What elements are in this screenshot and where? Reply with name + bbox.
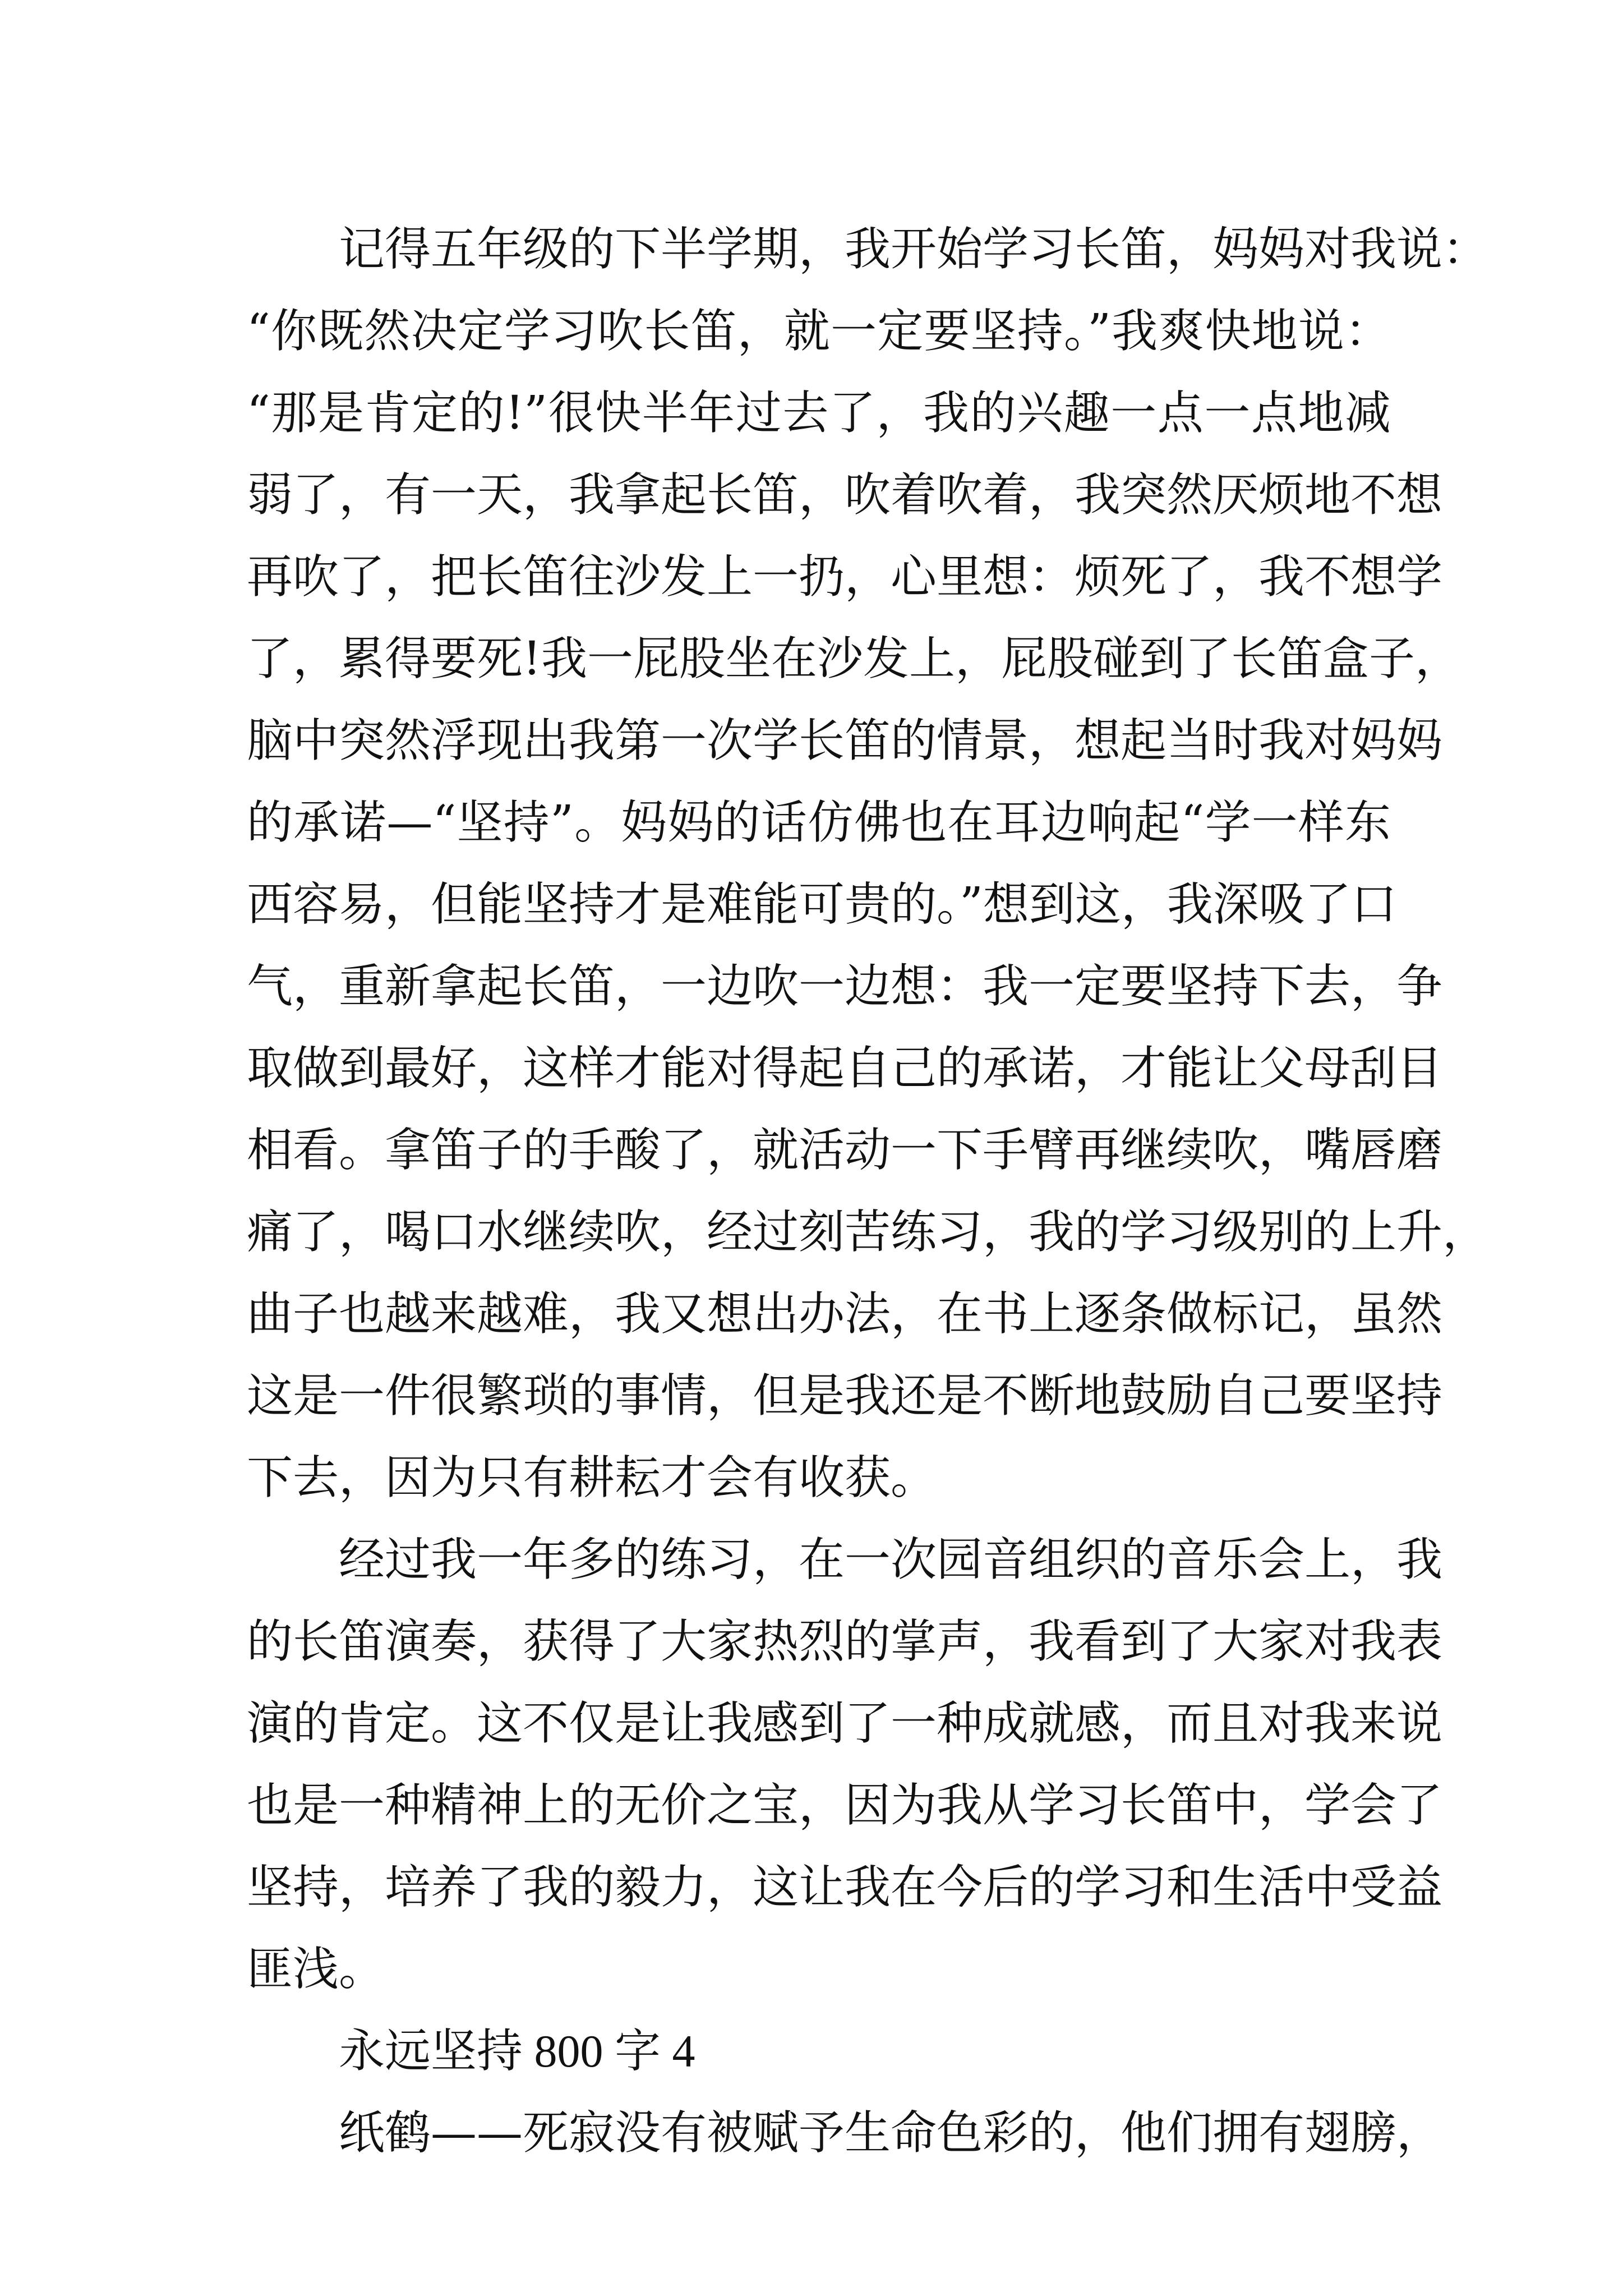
heading-line: 永远坚持 800 字 4 (339, 2026, 695, 2077)
text-line: 匪浅。 (247, 1943, 385, 1996)
text-line: 也是一种精神上的无价之宝，因为我从学习长笛中，学会了 (247, 1779, 1443, 1832)
paragraph (247, 2092, 1443, 2174)
text-line: 记得五年级的下半学期，我开始学习长笛，妈妈对我说： (339, 223, 1489, 276)
text-line: “你既然决定学习吹长笛，就一定要坚持。”我爽快地说： (247, 305, 1391, 358)
text-line: 西容易，但能坚持才是难能可贵的。”想到这，我深吸了口 (247, 878, 1397, 931)
paragraph (247, 1519, 1443, 2010)
text-line: 演的肯定。这不仅是让我感到了一种成就感，而且对我来说 (247, 1697, 1443, 1750)
text-line: “那是肯定的!”很快半年过去了，我的兴趣一点一点地减 (247, 386, 1391, 440)
text-line: 纸鹤——死寂没有被赋予生命色彩的，他们拥有翅膀， (339, 2106, 1443, 2160)
text-line: 气，重新拿起长笛，一边吹一边想：我一定要坚持下去，争 (247, 960, 1443, 1013)
text-line: 的承诺—“坚持”。妈妈的话仿佛也在耳边响起“学一样东 (247, 796, 1391, 849)
section-heading (247, 2010, 1391, 2092)
text-line: 弱了，有一天，我拿起长笛，吹着吹着，我突然厌烦地不想 (247, 468, 1443, 522)
text-line: 了，累得要死!我一屁股坐在沙发上，屁股碰到了长笛盒子， (247, 632, 1461, 685)
text-line: 这是一件很繁琐的事情，但是我还是不断地鼓励自己要坚持 (247, 1369, 1443, 1423)
text-line: 取做到最好，这样才能对得起自己的承诺，才能让父母刮目 (247, 1042, 1443, 1095)
text-line: 相看。拿笛子的手酸了，就活动一下手臂再继续吹，嘴唇磨 (247, 1124, 1443, 1177)
paragraph (247, 209, 1489, 1519)
text-line: 下去，因为只有耕耘才会有收获。 (247, 1451, 937, 1504)
document-body (247, 209, 1489, 2174)
text-line: 脑中突然浮现出我第一次学长笛的情景，想起当时我对妈妈 (247, 714, 1443, 767)
text-line: 坚持，培养了我的毅力，这让我在今后的学习和生活中受益 (247, 1861, 1443, 1914)
text-line: 经过我一年多的练习，在一次园音组织的音乐会上，我 (339, 1533, 1443, 1586)
text-line: 痛了，喝口水继续吹，经过刻苦练习，我的学习级别的上升， (247, 1205, 1489, 1259)
text-line: 的长笛演奏，获得了大家热烈的掌声，我看到了大家对我表 (247, 1615, 1443, 1668)
text-line: 曲子也越来越难，我又想出办法，在书上逐条做标记，虽然 (247, 1287, 1443, 1341)
text-line: 再吹了，把长笛往沙发上一扔，心里想：烦死了，我不想学 (247, 550, 1443, 604)
